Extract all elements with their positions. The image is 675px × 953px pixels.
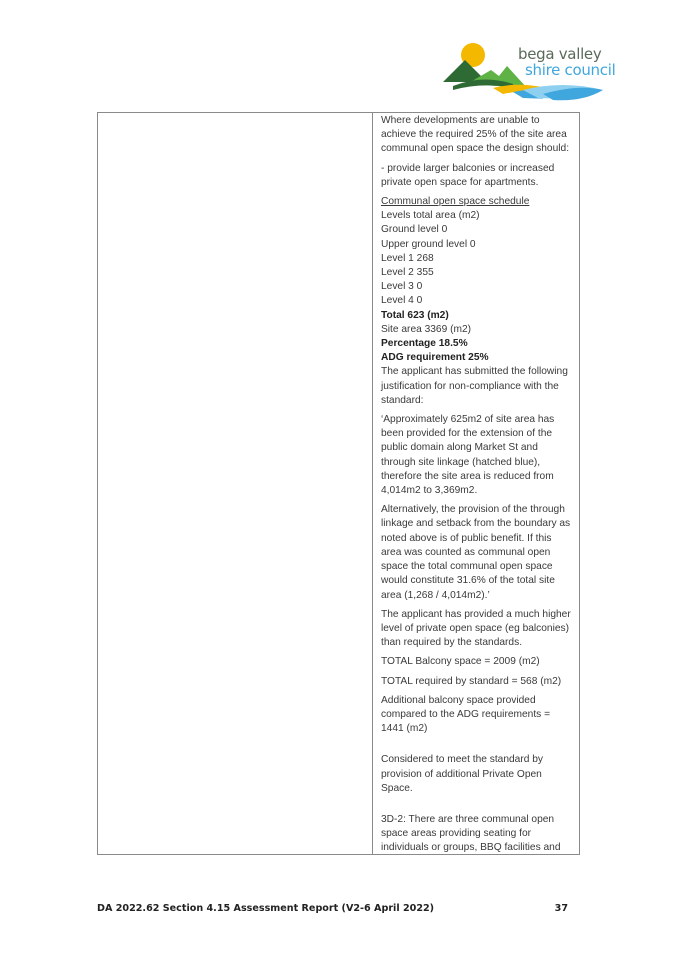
- percentage: Percentage 18.5%: [381, 338, 468, 350]
- council-logo: [443, 40, 628, 102]
- total-required: TOTAL required by standard = 568 (m2): [381, 675, 562, 687]
- total-balcony: TOTAL Balcony space = 2009 (m2): [381, 656, 540, 668]
- page-footer: [97, 903, 580, 914]
- site-area: Site area 3369 (m2): [381, 323, 472, 335]
- table-right-cell: [374, 113, 579, 854]
- additional-balcony: Additional balcony space provided compared to the ADG requirements = 1441 (m2): [381, 694, 551, 735]
- schedule-total: Total 623 (m2): [381, 309, 449, 321]
- spacer: [381, 801, 573, 813]
- schedule-line: Level 2 355: [381, 267, 434, 279]
- schedule-line: Level 1 268: [381, 252, 434, 264]
- schedule-line: Ground level 0: [381, 224, 448, 236]
- conclusion: Considered to meet the standard by provision of additional Private Open Space.: [381, 754, 543, 794]
- assessment-table: [97, 112, 580, 855]
- logo-text-line1: bega valley: [518, 45, 602, 63]
- applicant-intro: The applicant has submitted the following justification for non-compliance with the standard:: [381, 366, 568, 406]
- spacer: [381, 741, 573, 753]
- footer-title: DA 2022.62 Section 4.15 Assessment Report (V2-6 April 2022): [97, 903, 435, 914]
- table-left-cell: [98, 113, 373, 854]
- schedule-line: Level 3 0: [381, 281, 423, 293]
- logo-text-line2: shire council: [525, 61, 616, 79]
- objective-3d2: 3D-2: There are three communal open space areas providing seating for individuals or groups, BBQ facilities and: [381, 813, 561, 854]
- justification-quote-2: Alternatively, the provision of the through linkage and setback from the boundary as noted above is of public benefit. If this area was counted as communal open space the total communal open space would constitute 31.6% of the total site area (1,268 / 4,014m2).’: [381, 504, 571, 601]
- page-number: 37: [554, 903, 568, 914]
- bullet-paragraph: - provide larger balconies or increased private open space for apartments.: [381, 162, 555, 188]
- intro-paragraph: Where developments are unable to achieve the required 25% of the site area communal open space the design should:: [381, 115, 570, 155]
- schedule-line: Levels total area (m2): [381, 210, 480, 222]
- schedule-line: Upper ground level 0: [381, 238, 476, 250]
- adg-requirement: ADG requirement 25%: [381, 352, 489, 364]
- schedule-line: Level 4 0: [381, 295, 423, 307]
- private-space-paragraph: The applicant has provided a much higher level of private open space (eg balconies) than required by the standards.: [381, 608, 571, 649]
- justification-quote-1: ‘Approximately 625m2 of site area has been provided for the extension of the public domain along Market St and through site linkage (hatched blue), therefore the site area is reduced from 4,014m2 to 3,369m2.: [381, 414, 555, 497]
- schedule-title: Communal open space schedule: [381, 196, 530, 208]
